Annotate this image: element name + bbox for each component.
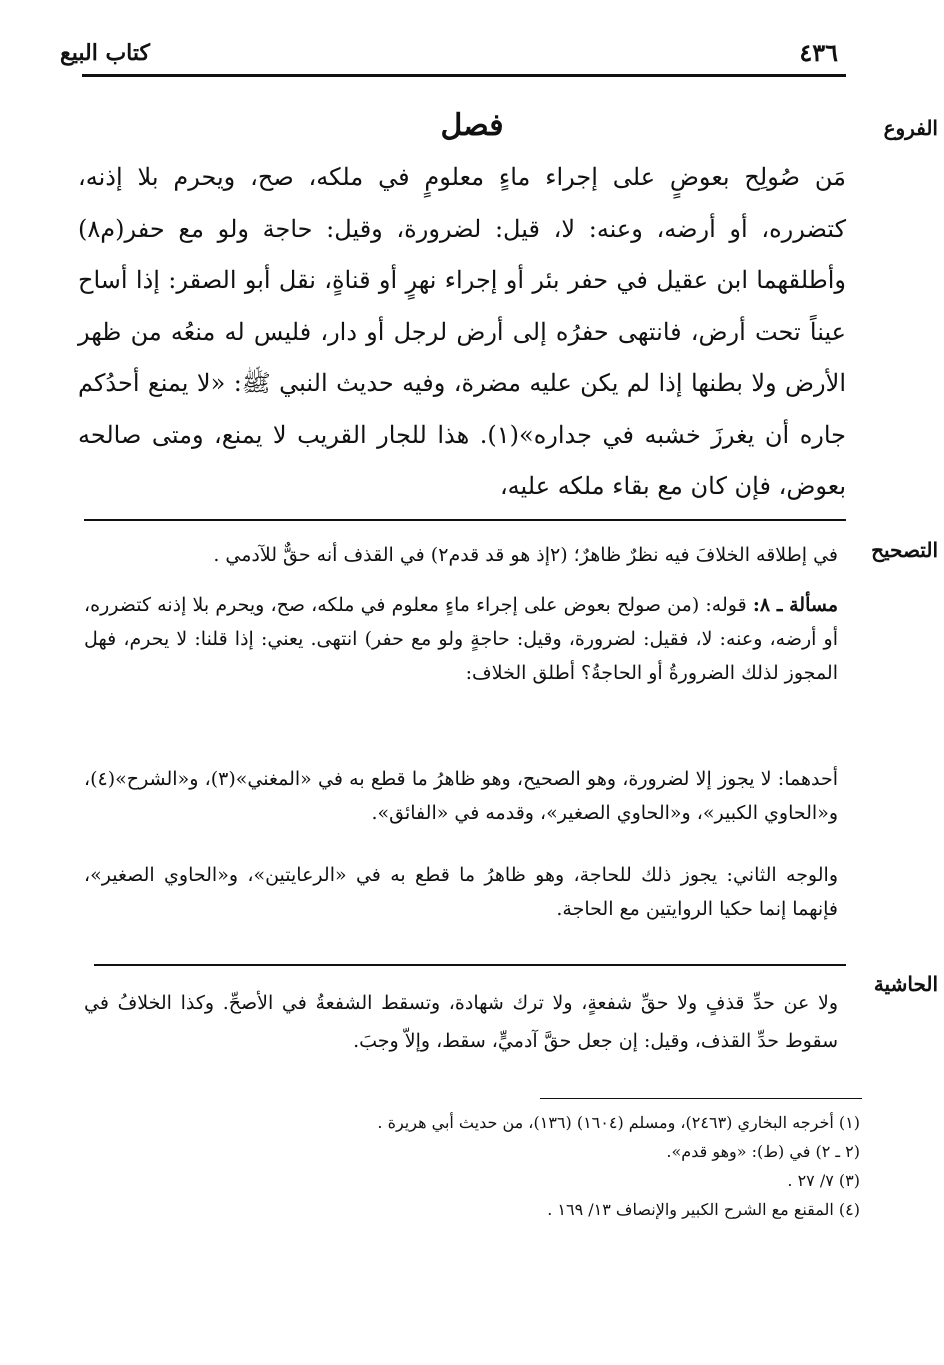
side-label-tashih: التصحيح (871, 538, 938, 562)
tashih-intro: في إطلاقه الخلافَ فيه نظرٌ ظاهرٌ؛ (٢إذ هو قد قدم٢) في القذف أنه حقٌّ للآدمي . (213, 544, 838, 566)
section-heading: فصل (440, 108, 504, 143)
footnote: (٤) المقنع مع الشرح الكبير والإنصاف ١٣/ ١٦٩ . (547, 1200, 860, 1219)
masala-paragraph (84, 588, 838, 690)
section-divider (84, 519, 846, 521)
side-label-furu: الفروع (883, 116, 938, 140)
footnote: (٢ ـ ٢) في (ط): «وهو قدم». (666, 1142, 860, 1161)
first-opinion: أحدهما: لا يجوز إلا لضرورة، وهو الصحيح، وهو ظاهرُ ما قطع به في «المغني»(٣)، و«الشرح»(٤)، و«الحاوي الكبير»، و«الحاوي الصغير»، وقدمه في «الفائق». (84, 768, 839, 824)
footnote-rule (540, 1098, 862, 1099)
footnotes (200, 1108, 860, 1224)
hashiya-text: ولا عن حدِّ قذفٍ ولا حقِّ شفعةٍ، ولا ترك شهادة، وتسقط الشفعةُ في الأصحِّ. وكذا الخلافُ في سقوط حدِّ القذف، وقيل: إن جعل حقَّ آدميٍّ، سقط، وإلاّ وجبَ. (84, 992, 838, 1052)
masala-label: مسألة ـ ٨: (752, 594, 839, 616)
running-title: كتاب البيع (60, 40, 150, 66)
section-divider (94, 964, 846, 966)
side-label-hashiya: الحاشية (873, 972, 938, 996)
page-number: ٤٣٦ (799, 38, 838, 67)
footnote: (٣) ٧/ ٢٧ . (787, 1171, 860, 1190)
masala-text: قوله: (من صولح بعوض على إجراء ماءٍ معلوم في ملكه، صح، ويحرم بلا إذنه كتضرره، أو أرضه، وعنه: لا، فقيل: لضرورة، وقيل: حاجةٍ ولو مع حفر) انتهى. يعني: إذا قلنا: لا يحرم، فهل المجوز لذلك الضرورةُ أو الحاجةُ؟ أطلق الخلاف: (84, 594, 838, 684)
main-text: مَن صُولِح بعوضٍ على إجراء ماءٍ معلومٍ في ملكه، صح، ويحرم بلا إذنه، كتضرره، أو أرضه، وعنه: لا، قيل: لضرورة، وقيل: حاجة ولو مع حفر(م٨) وأطلقهما ابن عقيل في حفر بئر أو إجراء نهرٍ أو قناةٍ، نقل أبو الصقر: إذا أساح عيناً تحت أرض، فانتهى حفرُه إلى أرض لرجل أو دار، فليس له منعُه من ظهر الأرض ولا بطنها إذا لم يكن عليه مضرة، وفيه حديث النبي ﷺ: «لا يمنع أحدُكم جاره أن يغرزَ خشبه في جداره»(١). هذا للجار القريب لا يمنع، ومتى صالحه بعوض، فإن كان مع بقاء ملكه عليه، (78, 163, 847, 500)
footnote: (١) أخرجه البخاري (٢٤٦٣)، ومسلم (١٦٠٤) (١٣٦)، من حديث أبي هريرة . (377, 1113, 860, 1132)
header-rule (82, 74, 846, 77)
second-opinion: والوجه الثاني: يجوز ذلك للحاجة، وهو ظاهرُ ما قطع به في «الرعايتين»، و«الحاوي الصغير»، فإنهما إنما حكيا الروايتين مع الحاجة. (84, 864, 838, 920)
